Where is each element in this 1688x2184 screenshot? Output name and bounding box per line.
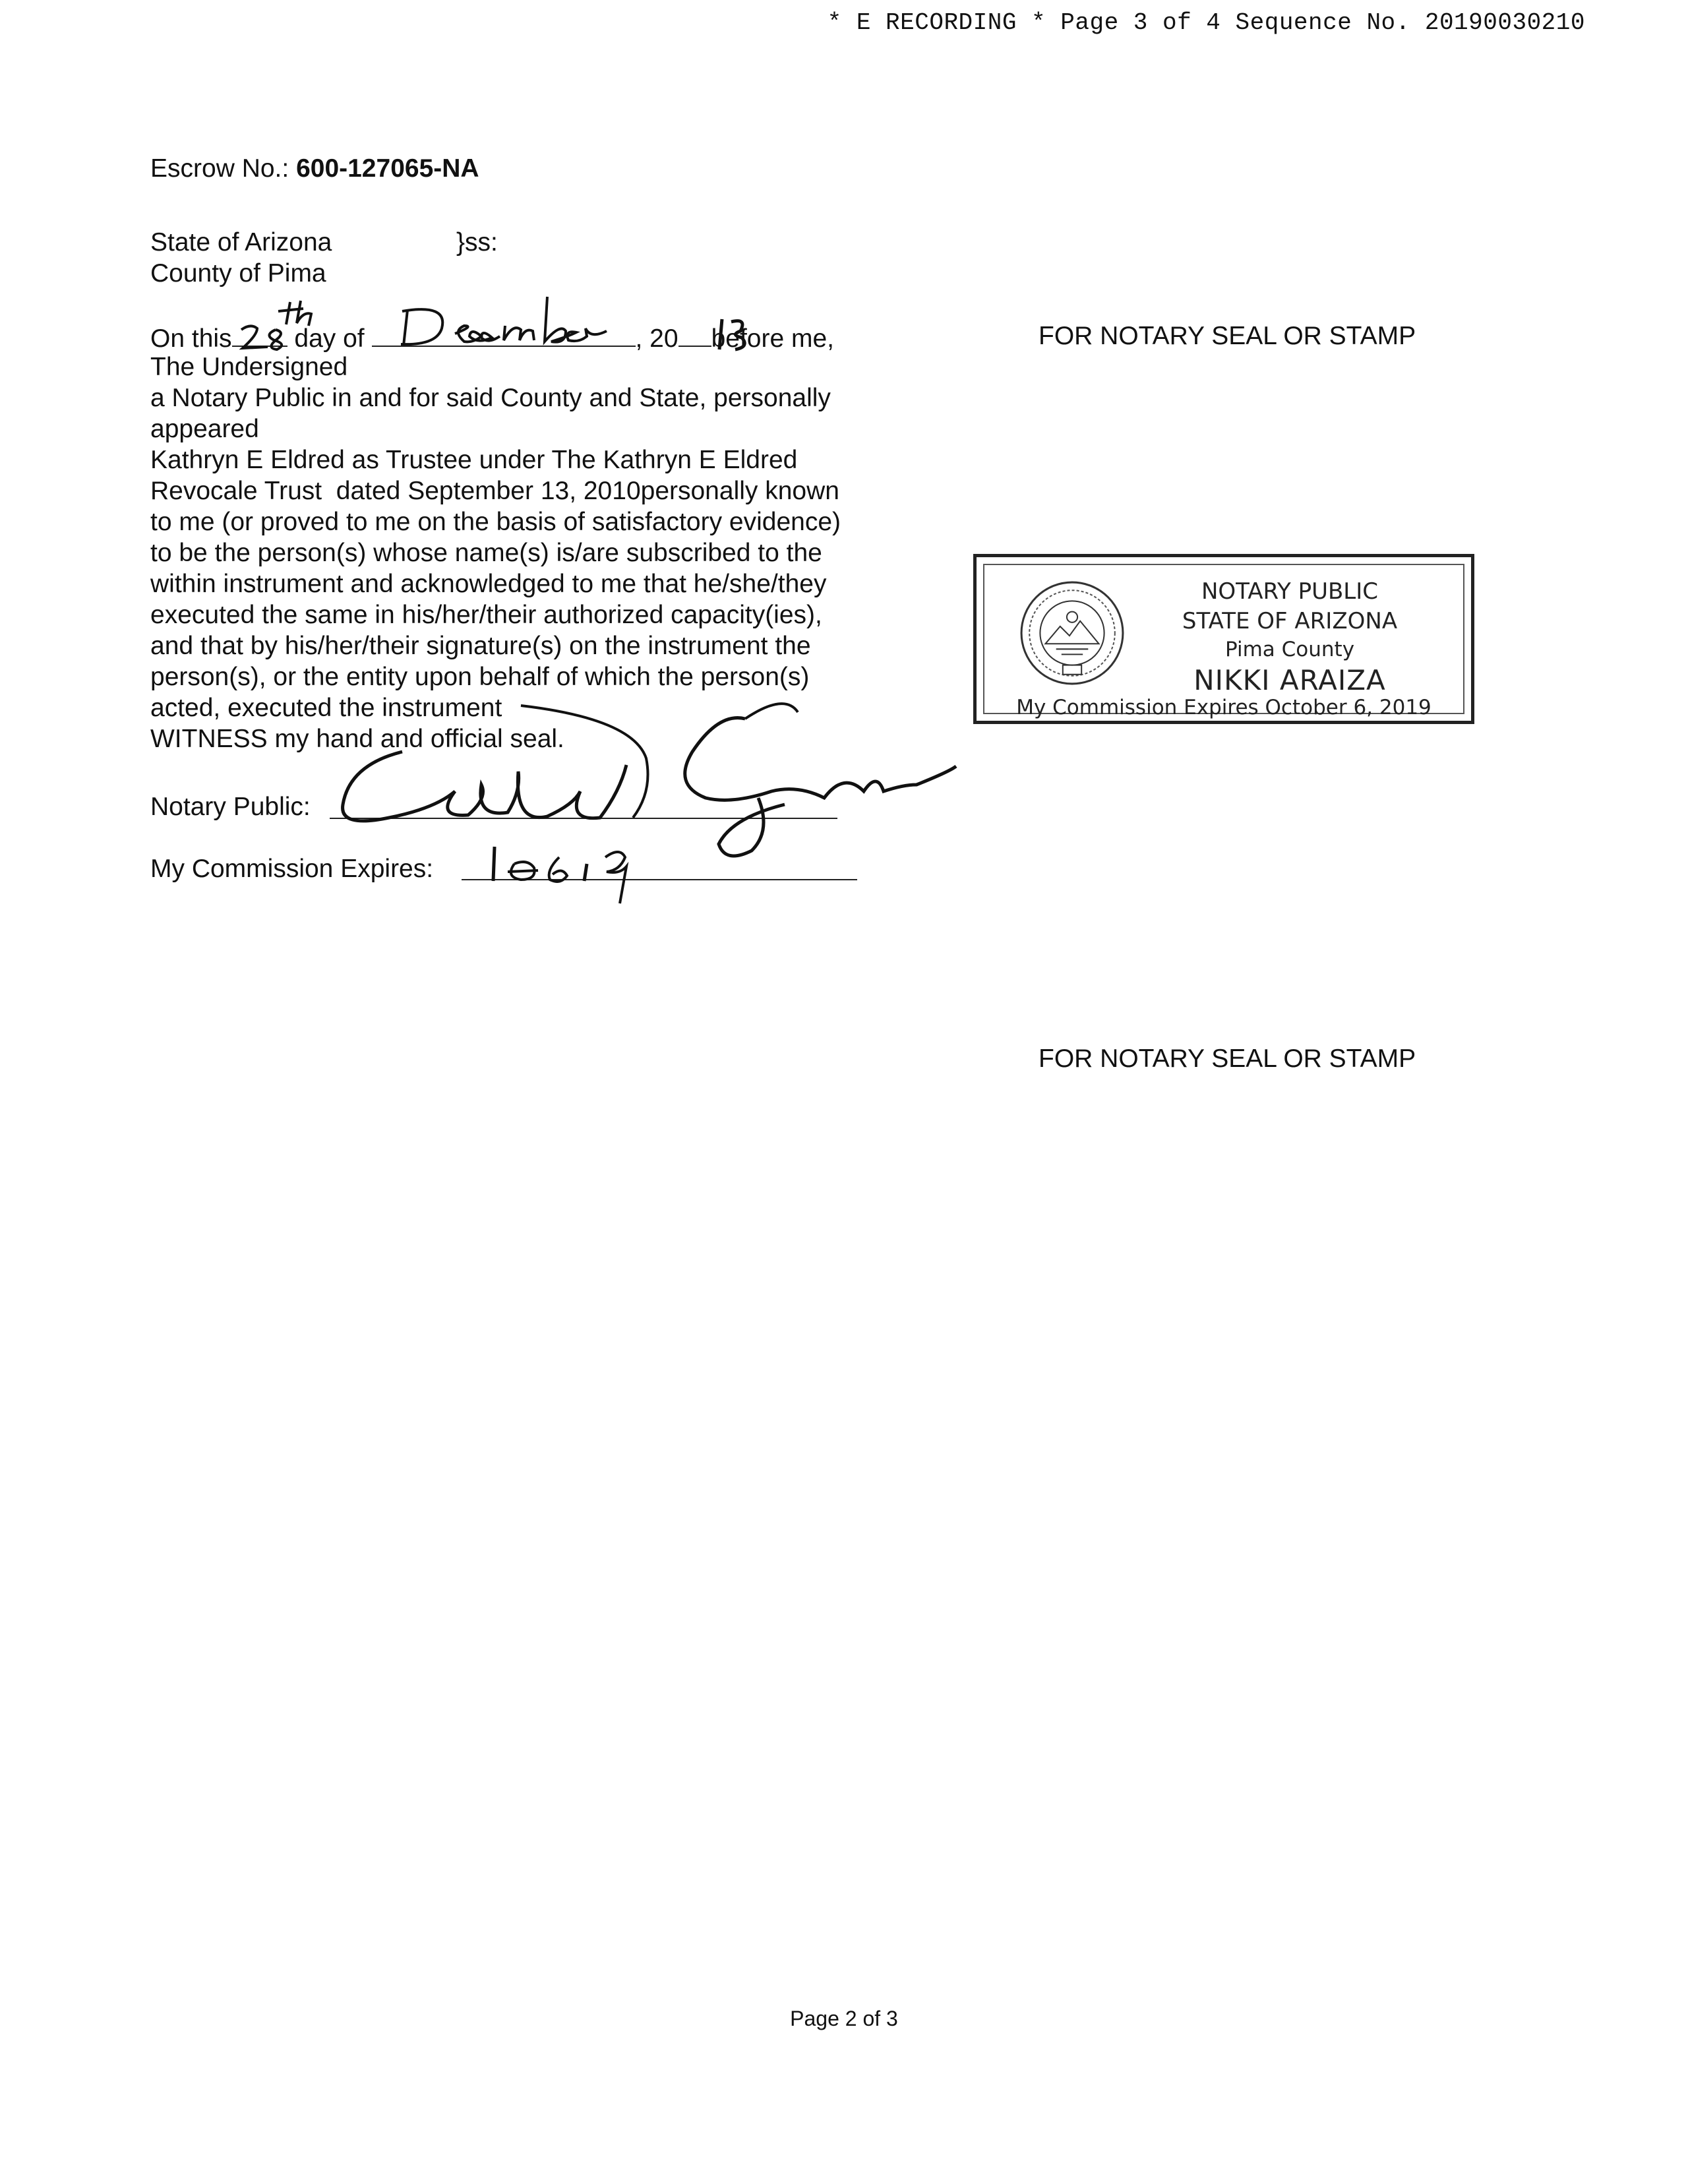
escrow-label: Escrow No.: xyxy=(150,154,289,183)
on-this-text: On this xyxy=(150,324,232,353)
year-blank xyxy=(678,320,711,347)
venue-ss: }ss: xyxy=(456,228,498,257)
year-prefix-text: , 20 xyxy=(635,324,678,353)
ack-line: appeared xyxy=(150,415,259,443)
stamp-notary-public: NOTARY PUBLIC xyxy=(1201,578,1379,605)
day-of-text: day of xyxy=(294,324,365,353)
handwritten-day xyxy=(237,297,330,356)
venue-county: County of Pima xyxy=(150,259,326,288)
ack-line: person(s), or the entity upon behalf of which the person(s) xyxy=(150,663,810,691)
stamp-county: Pima County xyxy=(1224,638,1355,661)
ack-line: Kathryn E Eldred as Trustee under The Kathryn E Eldred xyxy=(150,446,798,474)
escrow-number: 600-127065-NA xyxy=(296,154,479,183)
venue-state: State of Arizona xyxy=(150,228,332,257)
ack-line: The Undersigned xyxy=(150,353,348,381)
seal-area-label-bottom: FOR NOTARY SEAL OR STAMP xyxy=(1039,1045,1416,1073)
notary-public-label: Notary Public: xyxy=(150,793,311,821)
before-me-text: before me, xyxy=(711,324,834,353)
commission-expires-label: My Commission Expires: xyxy=(150,855,434,883)
ack-line: acted, executed the instrument xyxy=(150,694,502,722)
handwritten-year xyxy=(715,315,762,355)
ack-line: to me (or proved to me on the basis of satisfactory evidence) xyxy=(150,508,841,536)
notary-stamp xyxy=(973,554,1474,724)
stamp-inner-border xyxy=(983,564,1464,719)
stamp-state: STATE OF ARIZONA xyxy=(1182,608,1398,634)
page-number: Page 2 of 3 xyxy=(790,2007,898,2030)
recording-header: * E RECORDING * Page 3 of 4 Sequence No. 20190030210 xyxy=(827,9,1585,36)
ack-line: executed the same in his/her/their authorized capacity(ies), xyxy=(150,601,822,629)
escrow-line xyxy=(150,153,479,184)
stamp-expiration: My Commission Expires October 6, 2019 xyxy=(1016,696,1432,719)
ack-line: Revocale Trust dated September 13, 2010personally known xyxy=(150,477,839,505)
ack-line: to be the person(s) whose name(s) is/are subscribed to the xyxy=(150,539,822,567)
seal-area-label-top: FOR NOTARY SEAL OR STAMP xyxy=(1039,322,1416,350)
ack-line: within instrument and acknowledged to me that he/she/they xyxy=(150,570,827,598)
stamp-notary-name: NIKKI ARAIZA xyxy=(1193,664,1386,696)
ack-line: WITNESS my hand and official seal. xyxy=(150,725,564,753)
handwritten-month xyxy=(396,290,673,349)
ack-line: a Notary Public in and for said County and State, personally xyxy=(150,384,831,412)
ack-line: and that by his/her/their signature(s) on the instrument the xyxy=(150,632,811,660)
arizona-seal-icon xyxy=(1019,580,1126,686)
handwritten-commission-date xyxy=(488,837,673,910)
